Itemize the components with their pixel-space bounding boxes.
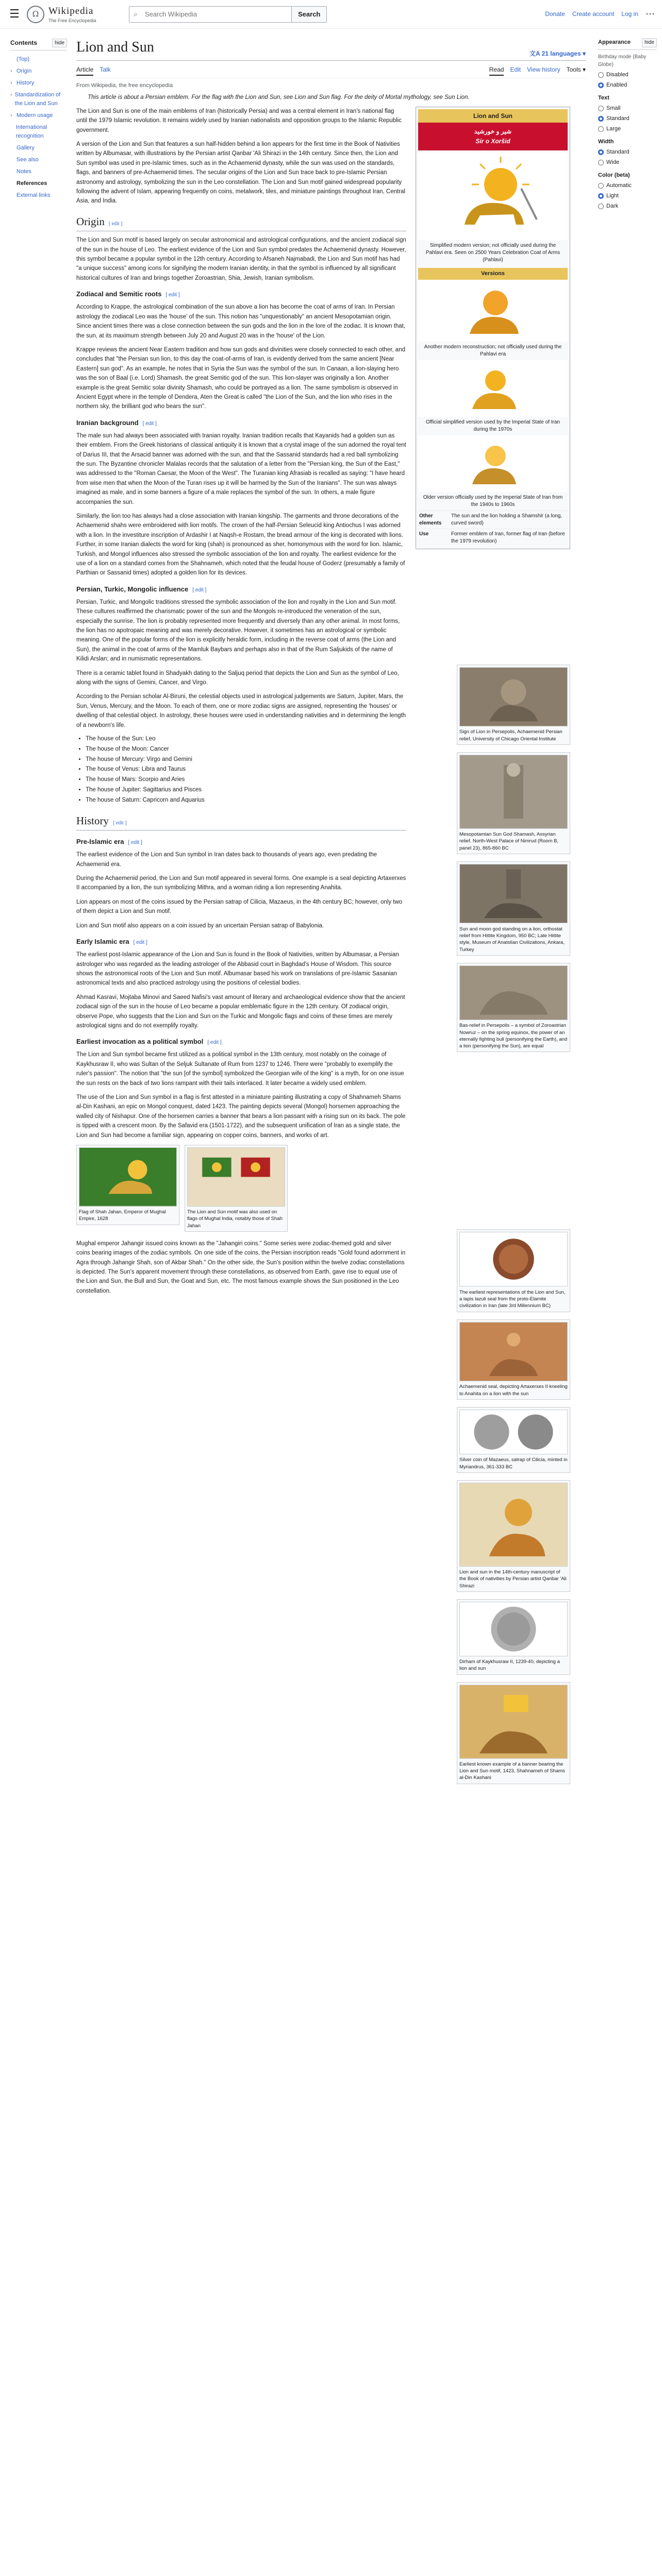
appearance-panel	[593, 29, 662, 1791]
political-paragraph: The Lion and Sun symbol became first utilized as a political symbol in the 13th century, most notably on the coinage of Kaykhusraw II, who was Sultan of the Seljuk Sultanate of Rum from 1237 to 1246. There were "probably to exemplify the ruler's passion". The notion that "the sun [of the symbol] symbolized the Georgian wife of the king" is a myth, for on one issue the sun rests on the back of two lions rampant with their tails interlaced. It later became a widely used emblem.	[76, 1052, 404, 1087]
list-item: • The house of the Moon: Cancer	[86, 745, 406, 754]
infobox	[416, 107, 570, 549]
origin-paragraph: The Lion and Sun motif is based largely on secular astronomical and astrological configurations, and the ancient zodiacal sign of the sun in the house of Leo. The earliest evidence of the Lion and Sun symbol predates the Achaemenid dynasty. However, this symbol became a popular symbol in the 12th century. According to Afsaneh Najmabadi, the Lion and Sun motif has had "a unique success" among icons for signifying the modern Iranian identity, in that the symbol is influenced by all significant historical cultures of Iran and brings together Zoroastrian, Shia, Jewish, Iranian symbolism.	[76, 237, 406, 281]
subsection-heading-political: Earliest invocation as a political symbol [ edit ]	[76, 1038, 222, 1046]
chevron-icon: ›	[10, 79, 12, 86]
infobox-row: Other elements The sun and the lion holding a Shamshir (a long, curved sword)	[418, 511, 568, 529]
birthday-mode-label: Birthday mode (Baby Globe)	[598, 54, 647, 67]
toc-item-see-also[interactable]: See also	[16, 157, 39, 163]
iranian-paragraph: Similarly, the lion too has always had a close association with Iranian kingship. The garments and throne decorations of the Achaemenid shahs were embroidered with lion motifs. The crown of the half-Persian Seleucid king Antiochus I was adorned with a lion. In the investiture inscription of Ardashir I at Naqsh-e Rostam, the bread armour of the king is decorated with lions. Further, in some Iranian dialects the word for king (shah) is pronounced as sher, homonymous with the word for lion. Islamic, Turkish, and Mongol influences also stressed the symbolic association of the lion and royalty. The earliest evidence for the use of a lion on a standard comes from the Shahnameh, which noted that the feudal house of Goderz (presumably a family of Parthian or Sassanid times) adopted a golden lion for its devices.	[76, 513, 405, 577]
zodiac-paragraph: According to Krappe, the astrological combination of the sun above a lion has become the coat of arms of Iran. In Persian astrology the zodiacal Leo was the 'house' of the sun. This notion has "unquestionably" an ancient Mesopotamian origin. Since ancient times there was a close connection between the sun gods and the lion in the lore of the zodiac. It is known that, the sun, at its maximum strength between July 20 and August 20 was in the 'house' of the Lion.	[76, 304, 405, 339]
tagline: The Free Encyclopedia	[48, 18, 96, 23]
tab-tools[interactable]: Tools ▾	[566, 66, 586, 74]
edit-section-link[interactable]: [ edit ]	[113, 820, 127, 826]
persian-paragraph: There is a ceramic tablet found in Shadyakh dating to the Saljuq period that depicts the Lion and Sun as the symbol of Leo, along with the signs of Gemini, Cancer, and Virgo.	[76, 670, 399, 686]
figure-shamash	[457, 752, 570, 854]
lion-and-sun-emblem-image[interactable]	[418, 152, 568, 240]
user-links	[545, 7, 655, 22]
figure-caption: Earliest known example of a banner bearing the Lion and Sun motif, 1423, Shahnameh of Shams al-Din Kashani	[459, 1761, 565, 1781]
main-menu-icon[interactable]: ☰	[9, 7, 20, 21]
preislamic-paragraph: During the Achaemenid period, the Lion and Sun motif appeared in several forms. One example is a seal depicting Artaxerxes II accompanied by a lion, the sun symbolizing Mithra, and a woman riding a lion representing Anahita.	[76, 875, 406, 891]
color-automatic-radio[interactable]: Automatic	[598, 181, 657, 190]
figure-dirham	[457, 1599, 570, 1675]
section-heading-history: History [ edit ]	[76, 812, 406, 831]
early-paragraph: The earliest post-Islamic appearance of the Lion and Sun is found in the Book of Nativities, written by Albumasar, a Persian astrologer who was regarded as the leading astrologer of the Abbasid court in Baghdad's House of Wisdom. This source shows the astronomical roots of the Lion and Sun motif. Albumasar based his work on translations of pre-Islamic Sasanian astronomical texts and also practiced astrology using the positions of celestial bodies.	[76, 952, 399, 987]
birthday-enabled-radio[interactable]: Enabled	[598, 81, 657, 90]
main-content	[70, 29, 593, 1791]
list-item: • The house of Venus: Libra and Taurus	[86, 765, 406, 774]
text-small-radio[interactable]: Small	[598, 104, 657, 113]
toc-item-history[interactable]: › History	[10, 77, 67, 89]
achaemenid-seal-image[interactable]	[459, 1322, 568, 1381]
subsection-heading-preislamic: Pre-Islamic era [ edit ]	[76, 838, 142, 846]
tab-talk[interactable]: Talk	[100, 66, 111, 74]
figure-caption: Sun and moon god standing on a lion, orthostat relief from Hittite Kingdom, 950 BC; Late Hittite style, Museum of Anatolian Civilizations, Ankara, Turkey	[459, 926, 565, 953]
early-paragraph: Ahmad Kasravi, Mojtaba Minovi and Saeed Nafisi's vast amount of literary and archaeological evidence show that the ancient zodiacal sign of the sun in the house of Leo became a popular emblematic figure in the 12th century. Of zodiacal origin, observe Pope, who suggests that the Lion and Sun on the Turkic and Mongolic flags and coins of these times are merely astrological signs and do not exemplify royalty.	[76, 994, 405, 1029]
figure-caption: Mesopotamian Sun God Shamash, Assyrian relief. North-West Palace of Nimrud (Room B, panel 23), 865-860 BC	[459, 832, 558, 851]
toc-item-international[interactable]: International recognition	[15, 124, 47, 139]
list-item: • The house of Mars: Scorpio and Aries	[86, 775, 406, 785]
figure-caption: Silver coin of Mazaeus, satrap of Cilicia, minted in Myriandrus, 361-333 BC	[459, 1457, 568, 1470]
subsection-heading-zodiacal: Zodiacal and Semitic roots [ edit ]	[76, 290, 180, 298]
figure-banner-1423	[457, 1682, 570, 1784]
toc-item-gallery[interactable]: Gallery	[16, 144, 35, 151]
persian-paragraph: According to the Persian scholar Al-Biruni, the celestial objects used in astrological judgements are Saturn, Jupiter, Mars, the Sun, Venus, Mercury, and the Moon. To each of them, one or more zodiac signs are assigned, representing the 'houses' or dwelling of that celestial object. In astrology, these houses were used in understanding nativities and in determining the length of a newborn's life.	[76, 693, 406, 728]
figure-persepolis-lion	[457, 665, 570, 745]
lapis-seal-image[interactable]	[459, 1232, 568, 1286]
article-figures	[416, 107, 570, 1791]
infobox-row: Use Former emblem of Iran, former flag of Iran (before the 1979 revolution)	[418, 529, 568, 547]
appearance-title: Appearance	[598, 39, 631, 46]
political-paragraph: The use of the Lion and Sun symbol in a flag is first attested in a miniature painting illustrating a copy of Shahnameh Shams al-Din Kashani, an epic on Mongol conquest, dated 1423. The painting depicts several (Mongol) horsemen approaching the walled city of Nishapur. One of the horsemen carries a banner that bears a lion passant with a rising sun on its back. The pole is tipped with a crescent moon. By the Safavid era (1501-1722), and the subsequent unification of Iran as a single state, the Lion and Sun had become a familiar sign, appearing on copper coins, banners, and works of art.	[76, 1094, 406, 1139]
figure-mughal-flags	[185, 1145, 288, 1232]
tab-read[interactable]: Read	[489, 65, 504, 76]
text-standard-radio[interactable]: Standard	[598, 114, 657, 123]
infobox-caption: Older version officially used by the Imperial State of Iran from the 1940s to 1960s	[423, 494, 563, 507]
figure-caption: The earliest representations of the Lion and Sun, a lapis lazuli seal from the proto-Elamite civilization in Iran (late 3rd Millennium BC)	[459, 1289, 566, 1309]
search-form	[129, 6, 327, 23]
edit-section-link[interactable]: [ edit ]	[108, 221, 123, 227]
tab-edit[interactable]: Edit	[510, 66, 521, 74]
edit-section-link[interactable]: [ edit ]	[192, 587, 207, 593]
donate-link[interactable]: Donate	[545, 10, 565, 18]
persepolis-nowruz-image[interactable]	[459, 965, 568, 1020]
iranian-paragraph: The male sun had always been associated with Iranian royalty. Iranian tradition recalls that Kayanids had a golden sun as their emblem. From the Greek historians of classical antiquity it is known that a crystal image of the sun adorned the royal tent of Darius III, that the Arsacid banner was adorned with the sun, and that the Sassanid standards had a red ball symbolizing the sun. The Byzantine chronicler Malalas records that the salutation of a letter from the "Persian king, the Sun of the East," was addressed to the "Roman Caesar, the Moon of the West". The Turanian king Afrasiab is recalled as saying: "I have heard from wise men that when the Moon of the Turan rises up it will be harmed by the Sun of the Iranians". The sun was always imagined as male, and in some banners a figure of a male replaces the symbol of the sun. In others, a male figure accompanies the sun.	[76, 432, 406, 505]
mughal-flag-image[interactable]	[79, 1147, 177, 1207]
modern-reconstruction-image[interactable]	[418, 280, 568, 342]
edit-section-link[interactable]: [ edit ]	[128, 840, 142, 846]
section-heading-origin: Origin [ edit ]	[76, 213, 406, 232]
figure-caption: Lion and sun in the 14th-century manuscript of the Book of nativities by Persian artist Qanbar 'Ali Shirazi	[459, 1569, 567, 1589]
text-large-radio[interactable]: Large	[598, 125, 657, 133]
infobox-versions-header: Versions	[418, 268, 568, 280]
appearance-hide-button[interactable]: hide	[642, 38, 657, 47]
preislamic-paragraph: Lion and Sun motif also appears on a coin issued by an uncertain Persian satrap of Babylonia.	[76, 922, 324, 929]
hatnote: This article is about a Persian emblem. For the flag with the Lion and Sun, see Lion and Sun flag. For the deity of Mortal mythology, see Sun Lion.	[88, 94, 470, 101]
table-of-contents	[0, 29, 70, 1791]
page-tabs	[76, 65, 586, 78]
figure-achaemenid-seal	[457, 1319, 570, 1400]
figure-seal	[457, 1229, 570, 1312]
search-button[interactable]: Search	[291, 6, 327, 23]
preislamic-paragraph: The earliest evidence of the Lion and Sun symbol in Iran dates back to thousands of years ago, even predating the Achaemenid era.	[76, 852, 377, 868]
figure-caption: Bas-relief in Persepolis – a symbol of Zoroastrian Nowruz – on the spring equinox, the power of an eternally fighting bull (personifying the Earth), and a lion (personifying the Sun), are equal	[459, 1023, 568, 1049]
figure-caption: Sign of Lion in Persepolis, Achaemenid Persian relief, University of Chicago Oriental Institute	[459, 729, 562, 742]
list-item: • The house of Saturn: Capricorn and Aquarius	[86, 796, 406, 805]
figure-mughal-flag	[76, 1145, 179, 1225]
political-paragraph: Mughal emperor Jahangir issued coins known as the "Jahangiri coins." Some series were zodiac-themed gold and silver coins bearing images of the zodiac symbols. On one side of the coins, the Persian inscription reads "Gold found adornment in Agra through Jahangir Shah, son of Akbar Shah." On the other side, the Sun's position within the twelve zodiac constellations is depicted. The Sun's apparent movement through these constellations, as observed from Earth, gave rise to equal use of the Lion and Sun, the Bull and Sun, the Goat and Sun, etc. The most famous example shows the Sun positioned in the Leo constellation.	[76, 1240, 406, 1294]
chevron-icon: ›	[10, 67, 12, 74]
wikipedia-logo[interactable]	[27, 4, 123, 24]
persian-paragraph: Persian, Turkic, and Mongolic traditions stressed the symbolic association of the lion and royalty in the Lion and Sun motif. These cultures reaffirmed the charismatic power of the sun and the Mongols re-introduced the veneration of the sun, especially the sunrise. The lion is probably represented more frequently and diversely than any other animal. In most forms, the lion has no apotropaic meaning and was merely decorative. However, it sometimes has an astrological or symbolic meaning. One of the popular forms of the lion is explicitly heraldic form, including in the reverse coat of arms (the Lion and Sun), the animal in the coat of arms of the Mamluk Baybars and perhaps also in that of the Rum Saljukids of the name of Kilidi Arslan; and in numismatic representations.	[76, 599, 400, 663]
log-in-link[interactable]: Log in	[621, 10, 638, 18]
width-wide-radio[interactable]: Wide	[598, 158, 657, 167]
simplified-1970s-image[interactable]	[418, 360, 568, 417]
shamash-relief-image[interactable]	[459, 755, 568, 829]
preislamic-paragraph: Lion appears on most of the coins issued by the Persian satrap of Cilicia, Mazaeus, in the 4th century BC; however, only two of them depict a Lion and Sun motif.	[76, 899, 403, 915]
search-input[interactable]	[129, 6, 291, 23]
infobox-caption: Official simplified version used by the Imperial State of Iran during the 1970s	[426, 419, 560, 432]
edit-section-link[interactable]: [ edit ]	[207, 1040, 222, 1046]
color-heading: Color (beta)	[598, 172, 630, 178]
languages-button[interactable]: 文A 21 languages ▾	[529, 49, 586, 57]
more-options-icon[interactable]: ⋯	[646, 8, 655, 19]
houses-list	[86, 735, 406, 805]
toc-item-notes[interactable]: Notes	[16, 168, 31, 175]
site-header	[0, 0, 662, 29]
toc-item-references[interactable]: References	[16, 180, 47, 187]
wordmark: Wikipedia	[48, 6, 94, 17]
persepolis-lion-image[interactable]	[459, 667, 568, 726]
banner-1423-image[interactable]	[459, 1685, 568, 1759]
intro-paragraph: The Lion and Sun is one of the main emblems of Iran (historically Persia) and was a central element in Iran's national flag until the 1979 Islamic revolution. It remains widely used by Iranian nationalists and opposition groups to the Islamic Republic government.	[76, 108, 402, 133]
figure-caption: The Lion and Sun motif was also used on flags of Mughal India, notably those of Shah Jahan	[187, 1209, 283, 1229]
subsection-heading-persian: Persian, Turkic, Mongolic influence [ edit ]	[76, 585, 207, 593]
width-heading: Width	[598, 138, 614, 145]
globe-icon: Ω	[27, 6, 44, 23]
list-item: • The house of Jupiter: Sagittarius and Pisces	[86, 786, 406, 795]
figure-manuscript	[457, 1480, 570, 1592]
subsection-heading-early-islamic: Early Islamic era [ edit ]	[76, 938, 147, 946]
article-text	[76, 107, 406, 1791]
list-item: • The house of the Sun: Leo	[86, 735, 406, 744]
edit-section-link[interactable]: [ edit ]	[166, 292, 180, 298]
contents-hide-button[interactable]: hide	[52, 39, 67, 48]
tab-view-history[interactable]: View history	[527, 66, 560, 74]
color-dark-radio[interactable]: Dark	[598, 202, 657, 211]
infobox-caption: Simplified modern version; not officially used during the Pahlavi era. Seen on 2500 Years Celebration Coat of Arms (Pahlavi)	[425, 242, 560, 263]
subsection-heading-iranian: Iranian background [ edit ]	[76, 418, 157, 427]
contents-title: Contents	[10, 39, 37, 46]
tab-article[interactable]: Article	[76, 65, 93, 76]
dirham-image[interactable]	[459, 1602, 568, 1656]
figure-mazaeus-coin	[457, 1407, 570, 1473]
edit-section-link[interactable]: [ edit ]	[142, 420, 157, 427]
figure-hittite	[457, 861, 570, 956]
infobox-title: Lion and Sun	[418, 109, 568, 123]
page-title: Lion and Sun	[76, 39, 154, 55]
figure-caption: Flag of Shah Jahan, Emperor of Mughal Empire, 1628	[79, 1209, 166, 1222]
create-account-link[interactable]: Create account	[572, 10, 615, 18]
infobox-caption: Another modern reconstruction; not officially used during the Pahlavi era	[424, 344, 562, 357]
mughal-india-flags-image[interactable]	[187, 1147, 285, 1207]
infobox-native-name: شیر و خورشید Sir o Xoršid	[418, 123, 568, 150]
intro-paragraph: A version of the Lion and Sun that features a sun half-hidden behind a lion appears for the first time in the Book of Nativities written by Albumasar, with illustrations by the Persian artist Qanbar 'Ali Shirazi in the 14th century. Since then, the Lion and Sun symbol was used in pre-Islamic times, such as in the Achaemenid dynasty, while the sun was used on the standards, flags, and banners of pre-Achaemenid times. The secular origins of the Lion and Sun trace back to pre-Islamic Persian astronomy and astrology, symbolizing the sun in the Leo constellation. The Lion and Sun motif gained widespread popularity following the advent of Islam, appearing frequently on coins, metalwork, tiles, and miniature paintings throughout Iran, Central Asia, and India.	[76, 141, 405, 205]
toc-item-top[interactable]: (Top)	[16, 56, 30, 62]
list-item: • The house of Mercury: Virgo and Gemini	[86, 755, 406, 765]
figure-caption: Dirham of Kaykhusraw II, 1239-40, depicting a lion and sun	[459, 1659, 560, 1672]
mazaeus-coin-image[interactable]	[459, 1410, 568, 1454]
figure-caption: Achaemenid seal, depicting Artaxerxes II kneeling to Anahita on a lion with the sun	[459, 1384, 568, 1397]
chevron-icon: ›	[10, 112, 12, 118]
text-size-heading: Text	[598, 94, 609, 101]
from-wikipedia: From Wikipedia, the free encyclopedia	[76, 82, 173, 89]
color-light-radio[interactable]: Light	[598, 192, 657, 200]
zodiac-paragraph: Krappe reviews the ancient Near Eastern tradition and how sun gods and divinities were closely connected to each other, and concludes that "the Persian sun lion, to this day the coat-of-arms of Iran, is evidently derived from the same ancient [Near Eastern] sun god". As an example, he notes that in Syria the Sun was the symbol of the sun. In Canaan, a lion-slaying hero was the son of Baal (i.e. Lord) Shamash, the great Semitic god of the sun. This lion-slayer was originally a lion. Another example is the great Semitic solar divinity Shamash, who could be portrayed as a lion. The same symbolism is observed in Ancient Egypt where in the temple of Dendera, Aten the Great is called "the Lion of the Sun, and the lion who rises in the northern sky, the brilliant god who bears the sun".	[76, 346, 405, 410]
birthday-disabled-radio[interactable]: Disabled	[598, 71, 657, 79]
hittite-relief-image[interactable]	[459, 864, 568, 923]
manuscript-image[interactable]	[459, 1483, 568, 1567]
toc-item-origin[interactable]: › Origin	[10, 65, 67, 77]
edit-section-link[interactable]: [ edit ]	[133, 940, 147, 946]
width-standard-radio[interactable]: Standard	[598, 148, 657, 157]
toc-item-standardization[interactable]: › Standardization of the Lion and Sun	[10, 89, 67, 110]
chevron-icon: ›	[10, 91, 12, 98]
search-icon: ⌕	[134, 9, 138, 18]
figure-nowruz	[457, 963, 570, 1052]
toc-item-modern-usage[interactable]: › Modern usage	[10, 110, 67, 122]
older-version-image[interactable]	[418, 435, 568, 492]
toc-item-external-links[interactable]: External links	[16, 192, 51, 199]
